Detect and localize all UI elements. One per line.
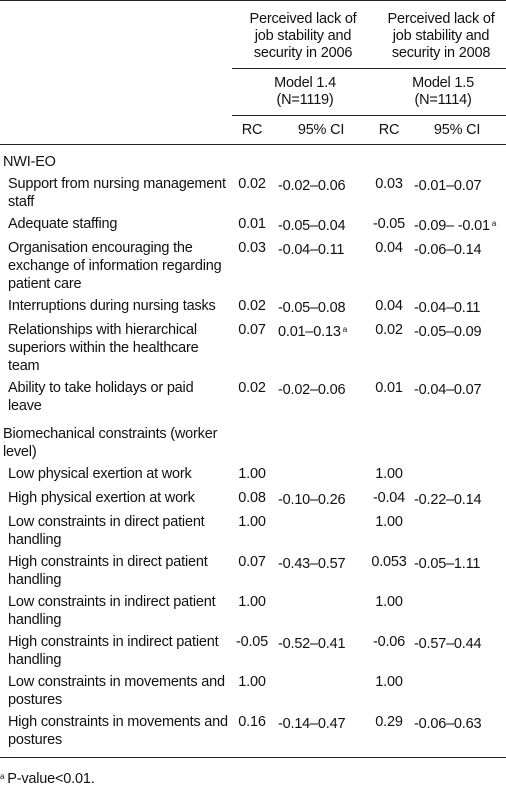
ci-2008-value: -0.04–0.07	[414, 382, 482, 398]
header-empty-cell	[0, 69, 232, 116]
row-label	[0, 671, 232, 711]
rc-2008-value: 0.03	[375, 176, 403, 192]
ci-2006-value: -0.14–0.47	[278, 716, 346, 732]
footnote-mark: a	[0, 772, 5, 781]
rc-2008	[370, 487, 408, 511]
row-label-value: Interruptions during nursing tasks	[8, 298, 216, 314]
ci-2008	[408, 671, 506, 711]
rc-2006-value: 1.00	[238, 594, 266, 610]
ci-2008	[408, 173, 506, 213]
rc-2008-value: 1.00	[375, 514, 403, 530]
rc-2008-value: 1.00	[375, 674, 403, 690]
ci-2006	[272, 237, 370, 295]
ci-2006-value: -0.43–0.57	[278, 556, 346, 572]
ci-2006-value: -0.10–0.26	[278, 492, 346, 508]
ci-2008	[408, 511, 506, 551]
ci-2006-value: -0.04–0.11	[278, 242, 345, 258]
rc-2008	[370, 511, 408, 551]
table-row	[0, 295, 506, 319]
footnote	[0, 758, 506, 789]
ci-2008-value: -0.57–0.44	[414, 636, 482, 652]
row-label-value: High constraints in movements and postures	[8, 714, 228, 748]
ci-2006	[272, 551, 370, 591]
rc-2008-value: -0.04	[372, 490, 406, 506]
header-ci-2008: 95% CI	[433, 122, 481, 138]
ci-2008	[408, 551, 506, 591]
row-label-value: Ability to take holidays or paid leave	[8, 380, 194, 414]
rc-2006	[232, 631, 272, 671]
rc-2006	[232, 377, 272, 417]
rc-2006	[232, 319, 272, 377]
row-label-value: High physical exertion at work	[8, 490, 195, 506]
ci-2006	[272, 487, 370, 511]
table-row	[0, 319, 506, 377]
ci-2008	[408, 213, 506, 237]
rc-2006	[232, 463, 272, 487]
table-row	[0, 173, 506, 213]
rc-2006-value: 0.02	[238, 298, 266, 314]
ci-2008	[408, 237, 506, 295]
row-label	[0, 711, 232, 758]
ci-2006-value: -0.05–0.08	[278, 300, 346, 316]
rc-2006	[232, 591, 272, 631]
rc-2008	[370, 237, 408, 295]
ci-2006	[272, 295, 370, 319]
ci-2006-value: -0.05–0.04	[278, 218, 346, 234]
rc-2008	[370, 319, 408, 377]
ci-2006	[272, 631, 370, 671]
rc-2008	[370, 671, 408, 711]
rc-2006-value: 0.01	[238, 216, 266, 232]
ci-2008	[408, 377, 506, 417]
rc-2006-value: 0.07	[238, 554, 266, 570]
section-title: Biomechanical constraints (worker level)	[3, 426, 218, 460]
model-n-2008: (N=1114)	[414, 92, 472, 108]
rc-2008-value: 0.04	[375, 240, 403, 256]
rc-2006-value: 1.00	[238, 514, 266, 530]
table-body	[0, 145, 506, 758]
header-empty-cell	[0, 1, 232, 69]
row-label	[0, 591, 232, 631]
rc-2006	[232, 487, 272, 511]
rc-2006-value: 0.02	[238, 176, 266, 192]
row-label	[0, 319, 232, 377]
rc-2008	[370, 463, 408, 487]
model-name-2008: Model 1.5	[412, 75, 474, 91]
rc-2008	[370, 213, 408, 237]
table-row	[0, 631, 506, 671]
rc-2006-value: 0.08	[238, 490, 266, 506]
rc-2008-value: 0.01	[375, 380, 403, 396]
ci-2008	[408, 463, 506, 487]
rc-2008	[370, 295, 408, 319]
significance-mark: a	[342, 325, 347, 334]
ci-2008-value: -0.06–0.14	[414, 242, 482, 258]
row-label-value: Low constraints in indirect patient handling	[8, 594, 216, 628]
ci-2006	[272, 463, 370, 487]
model-name-2006: Model 1.4	[274, 75, 336, 91]
row-label	[0, 295, 232, 319]
row-label	[0, 173, 232, 213]
ci-2008-value: -0.01–0.07	[414, 178, 482, 194]
row-label-value: Low constraints in direct patient handling	[8, 514, 205, 548]
ci-2008-value: -0.09– -0.01	[414, 218, 490, 234]
row-label	[0, 377, 232, 417]
section-title: NWI-EO	[3, 154, 56, 170]
header-empty-cell	[0, 116, 232, 145]
header-group-2006: Perceived lack of job stability and security in 2006	[232, 1, 370, 69]
section-header-row	[0, 417, 506, 463]
row-label-value: High constraints in direct patient handling	[8, 554, 208, 588]
section-header-row	[0, 145, 506, 174]
significance-mark: a	[491, 219, 497, 228]
table-row	[0, 487, 506, 511]
rc-2006	[232, 295, 272, 319]
rc-2006	[232, 671, 272, 711]
footnote-text: P-value<0.01.	[7, 771, 95, 787]
ci-2006-value: -0.02–0.06	[278, 178, 346, 194]
rc-2006-value: 1.00	[238, 674, 266, 690]
row-label-value: Adequate staffing	[8, 216, 118, 232]
rc-2006	[232, 511, 272, 551]
row-label-value: Low constraints in movements and postures	[8, 674, 225, 708]
rc-2008-value: 1.00	[375, 594, 403, 610]
rc-2006	[232, 551, 272, 591]
row-label	[0, 487, 232, 511]
rc-2008-value: 0.04	[375, 298, 403, 314]
ci-2006	[272, 671, 370, 711]
rc-2008	[370, 591, 408, 631]
rc-2008-value: 0.02	[375, 322, 403, 338]
rc-2006-value: -0.05	[235, 634, 269, 650]
header-model-2008	[370, 69, 506, 116]
rc-2008	[370, 173, 408, 213]
ci-2008	[408, 487, 506, 511]
table-row	[0, 511, 506, 551]
ci-2008-value: -0.05–1.11	[414, 556, 481, 572]
row-label-value: High constraints in indirect patient handling	[8, 634, 219, 668]
row-label	[0, 463, 232, 487]
row-label-value: Relationships with hierarchical superiors within the healthcare team	[8, 322, 199, 374]
ci-2008	[408, 295, 506, 319]
rc-2008	[370, 551, 408, 591]
table-row	[0, 213, 506, 237]
row-label	[0, 237, 232, 295]
ci-2006	[272, 319, 370, 377]
rc-2008	[370, 377, 408, 417]
ci-2006	[272, 591, 370, 631]
rc-2006-value: 1.00	[238, 466, 266, 482]
rc-2006	[232, 213, 272, 237]
row-label	[0, 213, 232, 237]
table-row	[0, 237, 506, 295]
rc-2006-value: 0.16	[238, 714, 266, 730]
ci-2006	[272, 173, 370, 213]
rc-2008	[370, 631, 408, 671]
ci-2008	[408, 711, 506, 758]
table-row	[0, 671, 506, 711]
model-n-2006: (N=1119)	[276, 92, 334, 108]
rc-2006	[232, 711, 272, 758]
ci-2006	[272, 511, 370, 551]
rc-2008	[370, 711, 408, 758]
ci-2006-value: 0.01–0.13	[278, 324, 341, 340]
rc-2008-value: 0.29	[375, 714, 403, 730]
ci-2008	[408, 591, 506, 631]
ci-2008-value: -0.22–0.14	[414, 492, 482, 508]
rc-2006	[232, 173, 272, 213]
rc-2008-value: 1.00	[375, 466, 403, 482]
header-rc-2008: RC	[378, 122, 400, 138]
row-label	[0, 631, 232, 671]
ci-2008	[408, 631, 506, 671]
rc-2008-value: -0.05	[372, 216, 406, 232]
rc-2006-value: 0.02	[238, 380, 266, 396]
row-label	[0, 511, 232, 551]
ci-2008-value: -0.04–0.11	[414, 300, 481, 316]
ci-2006	[272, 711, 370, 758]
rc-2006-value: 0.07	[238, 322, 266, 338]
header-ci-2006: 95% CI	[297, 122, 345, 138]
table-row	[0, 591, 506, 631]
ci-2008	[408, 319, 506, 377]
row-label-value: Organisation encouraging the exchange of information regarding patient care	[8, 240, 222, 292]
table-header	[0, 1, 506, 145]
rc-2006-value: 0.03	[238, 240, 266, 256]
ci-2008-value: -0.06–0.63	[414, 716, 482, 732]
table-row	[0, 463, 506, 487]
ci-2006	[272, 377, 370, 417]
table-row	[0, 551, 506, 591]
rc-2008-value: 0.053	[371, 554, 407, 570]
row-label	[0, 551, 232, 591]
ci-2008-value: -0.05–0.09	[414, 324, 482, 340]
ci-2006-value: -0.02–0.06	[278, 382, 346, 398]
row-label-value: Support from nursing management staff	[8, 176, 226, 210]
header-rc-2006: RC	[241, 122, 263, 138]
ci-2006-value: -0.52–0.41	[278, 636, 346, 652]
table-row	[0, 711, 506, 758]
rc-2008-value: -0.06	[372, 634, 406, 650]
rc-2006	[232, 237, 272, 295]
table-row	[0, 377, 506, 417]
row-label-value: Low physical exertion at work	[8, 466, 192, 482]
header-group-2008: Perceived lack of job stability and security in 2008	[370, 1, 506, 69]
header-model-2006	[232, 69, 370, 116]
ci-2006	[272, 213, 370, 237]
